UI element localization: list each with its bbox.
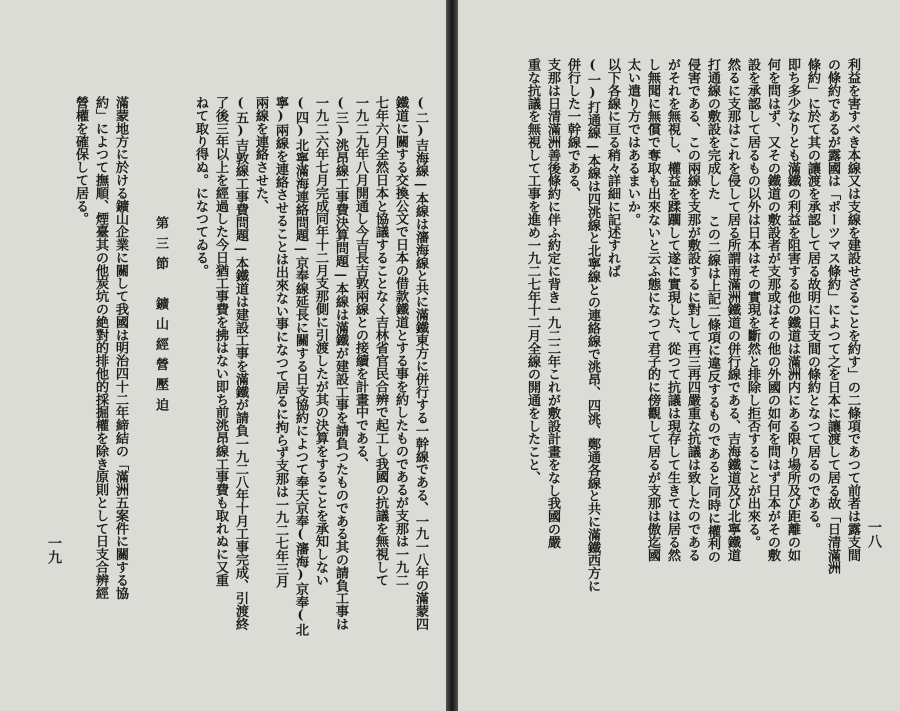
text-line: 七年六月全然日本と協議することなく吉林省官民合辨で起工し我國の抗議を無視して [373,96,388,587]
text-line: 營權を確保して居る。 [73,96,88,226]
text-line: (三)洮昂線工事費決算問題—本線は滿鐵が建設工事を請負つたものである其の請負工事は [333,96,348,631]
left-page [0,0,446,711]
text-line: がそれを無視し、權益を蹂躙して遂に實現した、從つて抗議は現存して生きては居る然 [665,58,680,562]
text-line [170,96,190,711]
right-page-text [476,0,862,711]
text-line: 滿蒙地方に於ける鑛山企業に關して我國は明治四十二年締結の「滿洲五案件に關する協 [113,96,128,600]
right-page [458,0,900,711]
text-line: 太い遣り方ではあるまいか。 [625,58,640,226]
text-line: 條約」に於て其の讓渡を承認して居る故明に日支間の條約となつて居るのである。 [805,58,820,536]
text-line: 侵害である、この兩線を支那が敷設するに對して再三再四嚴重な抗議は致したのである [685,58,700,562]
text-line: 支那は日清滿洲善後條約に伴ふ約定に背き一九二二年これが敷設計畫をなし我國の嚴 [545,58,560,549]
text-line: 設を承認して居るもの以外は日本はその實現を斷然と排除し拒否することが出來る。 [745,58,760,549]
text-line: 鐵道に關する交換公文で日本の借款鐵道とする事を約したものであるが支那は一九二 [393,96,408,587]
section-heading: 第三節 鑛山經營壓迫 [153,216,168,418]
text-line: 利益を害すべき本線又は支線を建設せざることを約す」の二條項であつて前者は露支間 [845,58,860,562]
text-line: 即ち多少なりとも滿鐵の利益を阻害する他の鐵道は滿洲内にある限り場所及び距離の如 [785,58,800,562]
text-line: 重な抗議を無視して工事を進め一九二七年十二月全線の開通をしたこと、 [525,58,540,484]
text-line: 兩線を連絡させた、 [253,96,268,213]
text-line: 一九二六年七月完成同年十二月支那側に引渡したが其の決算をすることを承知しない [313,96,328,587]
text-line: 一九二九年八月開通し今吉長吉敦兩線との接續を計畫中である、 [353,96,368,471]
text-line: 併行した一幹線である、 [565,58,580,200]
text-line: 以下各線に亘る稍々詳細に記述すれば [605,58,620,278]
text-line: 打通線の敷設を完成した この二線は上記二條項に違反するものであると同時に權利の [705,58,720,563]
text-line: し無聞に無償で奪取も出來ないと云ふ態になつて君子的に傍觀して居るが支那は傲迄國 [645,58,660,562]
book-gutter [446,0,458,711]
text-line [130,96,150,711]
text-line: (四)北寧滿海連絡問題—京奉線延長に關する日支協約によつて奉天京奉(瀋海)京奉(北 [293,96,308,636]
text-line: 了後三年以上を經過した今日猶工事費を拂はない即ち前洮昂線工事費も取れぬに又重 [213,96,228,587]
text-line: の條約であるが露國は「ポーツマス條約」によつて之を日本に讓渡して居る故「日清滿洲 [825,58,840,575]
left-page-text [58,0,430,711]
text-line: (二)吉海線—本線は瀋海線と共に滿鐵東方に併行する一幹線である、一九一八年の滿蒙四 [413,96,428,631]
text-line: (五)吉敦線工事費問題—本鐵道は建設工事を滿鐵が請負一九二八年十月工事完成、引渡終 [233,96,248,631]
text-line: (一)打通線—本線は四洮線と北寧線との連絡線で洮昂、四洮、鄭通各線と共に滿鐵西方に [585,58,600,593]
text-line: 何を問はず、又その鐵道の敷設者が支那或はその他の外國の如何を問はず日本がその敷 [765,58,780,562]
right-page-number: 一八 [866,520,882,548]
text-line: 然るに支那はこれを侵して居る所謂南滿洲鐵道の併行線である、吉海鐵道及び北寧鐵道 [725,58,740,562]
text-line: 約」によつて撫順、煙臺其の他炭坑の絶對的排他的採掘權を除き原則として日支合辨經 [93,96,108,600]
left-page-number: 一九 [46,536,62,564]
text-line: ねて取り得ぬ。になつてゐる。 [193,96,208,277]
text-line: 寧)兩線を連絡させることは出來ない事になつて居るに拘らず支那は一九二七年三月 [273,96,288,589]
